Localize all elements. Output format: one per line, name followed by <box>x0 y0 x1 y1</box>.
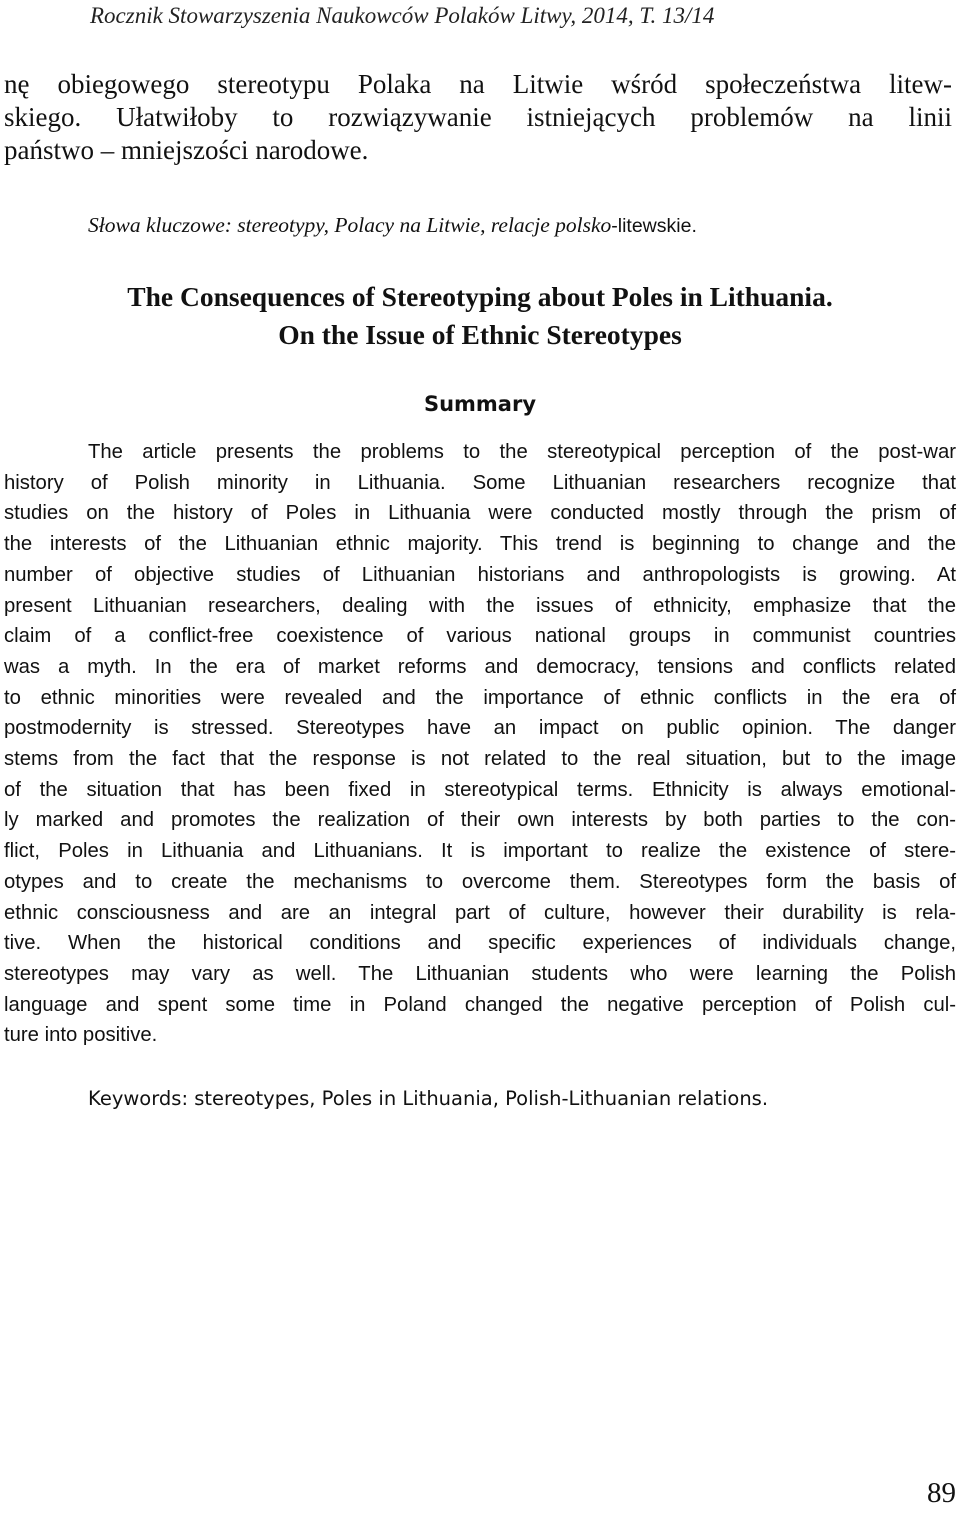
summary-line: studies on the history of Poles in Lithuania were conducted mostly through the prism of <box>4 502 956 525</box>
page-number: 89 <box>927 1477 956 1509</box>
summary-line: was a myth. In the era of market reforms and democracy, tensions and conflicts related <box>4 655 956 678</box>
summary-line: present Lithuanian researchers, dealing with the issues of ethnicity, emphasize that the <box>4 594 956 617</box>
keywords-polish-text: Słowa kluczowe: stereotypy, Polacy na Litwie, relacje polsko <box>88 213 612 237</box>
summary-line: the interests of the Lithuanian ethnic majority. This trend is beginning to change and the <box>4 533 956 556</box>
text-line: skiego. Ułatwiłoby to rozwiązywanie istniejących problemów na linii <box>4 102 952 132</box>
text-line: nę obiegowego stereotypu Polaka na Litwie wśród społeczeństwa litew- <box>4 69 952 99</box>
summary-line: The article presents the problems to the stereotypical perception of the post-war <box>88 441 956 463</box>
keywords-english: Keywords: stereotypes, Poles in Lithuania, Polish-Lithuanian relations. <box>88 1087 769 1110</box>
summary-paragraph <box>4 437 956 1051</box>
summary-line: tive. When the historical conditions and specific experiences of individuals change, <box>4 932 956 955</box>
keywords-polish-tail: -litewskie. <box>611 215 697 237</box>
continued-paragraph <box>4 68 952 167</box>
summary-line: ture into positive. <box>4 1024 158 1047</box>
text-line: państwo – mniejszości narodowe. <box>4 135 369 165</box>
article-title-line-2: On the Issue of Ethnic Stereotypes <box>278 319 682 350</box>
summary-line: otypes and to create the mechanisms to overcome them. Stereotypes form the basis of <box>4 870 956 893</box>
running-head: Rocznik Stowarzyszenia Naukowców Polaków Litwy, 2014, T. 13/14 <box>90 3 715 28</box>
keywords-polish <box>88 211 697 240</box>
summary-line: ly marked and promotes the realization of their own interests by both parties to the con- <box>4 809 956 832</box>
summary-line: ethnic consciousness and are an integral part of culture, however their durability is rela- <box>4 901 956 924</box>
summary-line: of the situation that has been fixed in stereotypical terms. Ethnicity is always emotional- <box>4 778 956 801</box>
summary-line: postmodernity is stressed. Stereotypes have an impact on public opinion. The danger <box>4 717 956 740</box>
summary-line: history of Polish minority in Lithuania. Some Lithuanian researchers recognize that <box>4 471 956 494</box>
summary-line: stereotypes may vary as well. The Lithuanian students who were learning the Polish <box>4 962 956 985</box>
summary-line: number of objective studies of Lithuanian historians and anthropologists is growing. At <box>4 563 956 586</box>
summary-line: stems from the fact that the response is not related to the real situation, but to the image <box>4 748 956 771</box>
article-title-line-1: The Consequences of Stereotyping about Poles in Lithuania. <box>127 281 833 312</box>
summary-line: claim of a conflict-free coexistence of various national groups in communist countries <box>4 625 956 648</box>
summary-line: flict, Poles in Lithuania and Lithuanians. It is important to realize the existence of stere- <box>4 840 956 863</box>
summary-line: to ethnic minorities were revealed and the importance of ethnic conflicts in the era of <box>4 686 956 709</box>
summary-heading: Summary <box>423 392 537 416</box>
summary-line: language and spent some time in Poland changed the negative perception of Polish cul- <box>4 993 956 1016</box>
